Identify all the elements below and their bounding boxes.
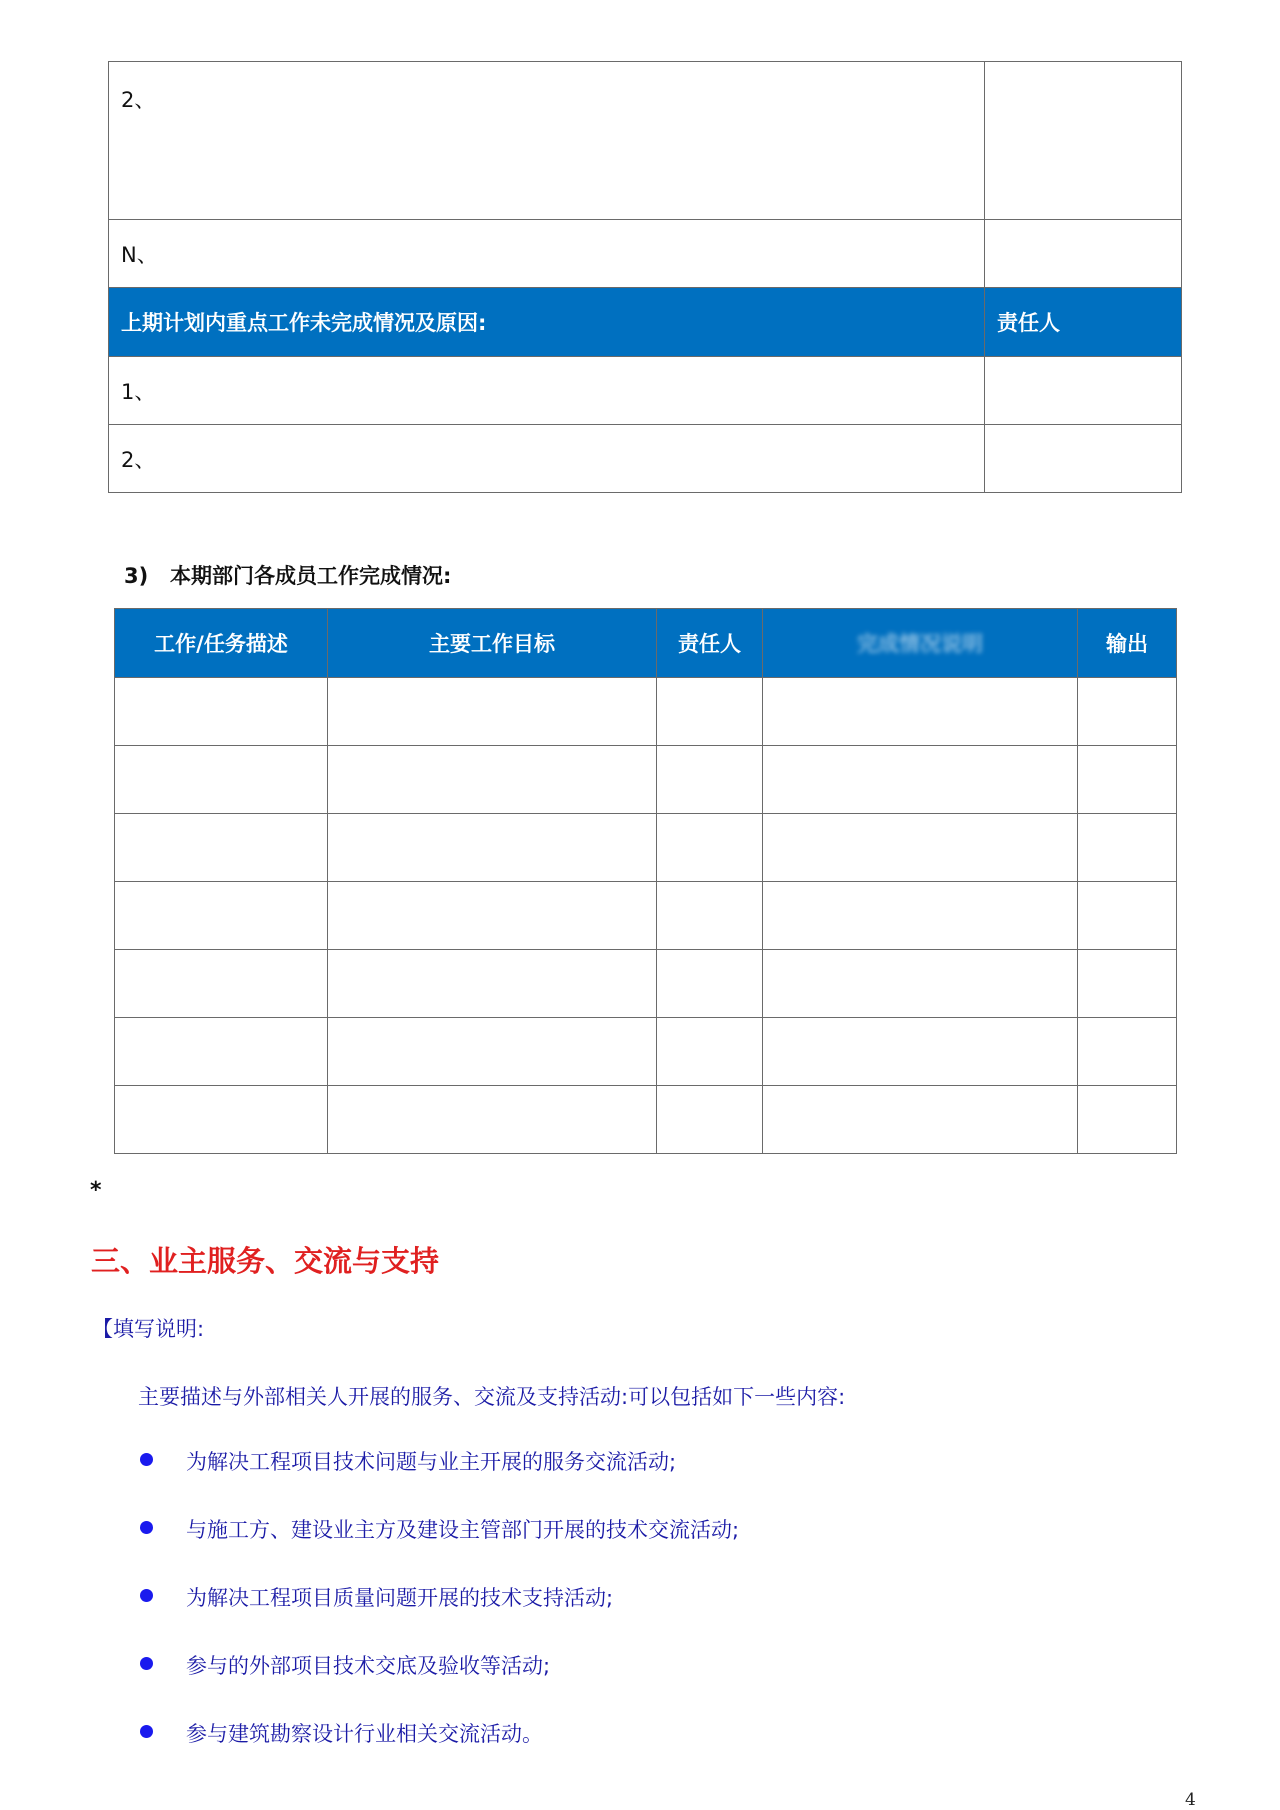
section-title: 本期部门各成员工作完成情况: (170, 564, 452, 588)
table-cell[interactable] (328, 950, 657, 1018)
item-cell[interactable]: 1、 (109, 357, 985, 425)
asterisk-mark: * (90, 1178, 102, 1203)
list-item: 参与的外部项目技术交底及验收等活动; (140, 1650, 739, 1718)
page-number: 4 (1185, 1790, 1196, 1810)
table-cell[interactable] (115, 746, 328, 814)
item-cell[interactable]: 2、 (109, 425, 985, 493)
table-cell[interactable] (657, 950, 763, 1018)
table-cell[interactable] (657, 882, 763, 950)
table-cell[interactable] (1078, 882, 1177, 950)
table-cell[interactable] (115, 1086, 328, 1154)
bullet-icon (140, 1453, 153, 1466)
section-heading: 三、业主服务、交流与支持 (91, 1244, 440, 1278)
table-cell[interactable] (1078, 814, 1177, 882)
table-row (109, 357, 1182, 425)
table-cell[interactable] (763, 1018, 1078, 1086)
fill-instruction-label: 【填写说明: (92, 1317, 205, 1341)
table-row (115, 1018, 1177, 1086)
fill-instruction-intro: 主要描述与外部相关人开展的服务、交流及支持活动:可以包括如下一些内容: (138, 1385, 846, 1409)
table-row (115, 678, 1177, 746)
table-cell[interactable] (328, 746, 657, 814)
table-row (115, 1086, 1177, 1154)
list-item: 为解决工程项目质量问题开展的技术支持活动; (140, 1582, 739, 1650)
list-item: 参与建筑勘察设计行业相关交流活动。 (140, 1718, 739, 1786)
owner-header: 责任人 (985, 288, 1182, 357)
owner-cell[interactable] (985, 357, 1182, 425)
column-header-status: 完成情况说明 (763, 609, 1078, 678)
table-cell[interactable] (1078, 1086, 1177, 1154)
item-cell[interactable]: N、 (109, 220, 985, 288)
table-cell[interactable] (657, 1086, 763, 1154)
table-row (115, 746, 1177, 814)
column-header-task: 工作/任务描述 (115, 609, 328, 678)
bullet-icon (140, 1589, 153, 1602)
column-header-output: 输出 (1078, 609, 1177, 678)
table-cell[interactable] (657, 814, 763, 882)
bullet-icon (140, 1725, 153, 1738)
table-cell[interactable] (1078, 678, 1177, 746)
bullet-icon (140, 1657, 153, 1670)
table-cell[interactable] (763, 746, 1078, 814)
table-row (109, 220, 1182, 288)
table-cell[interactable] (763, 678, 1078, 746)
table-cell[interactable] (328, 1086, 657, 1154)
list-item: 为解决工程项目技术问题与业主开展的服务交流活动; (140, 1446, 739, 1514)
unfinished-work-table (108, 61, 1182, 493)
table-cell[interactable] (1078, 1018, 1177, 1086)
table-cell[interactable] (115, 950, 328, 1018)
table-cell[interactable] (328, 882, 657, 950)
table-cell[interactable] (1078, 746, 1177, 814)
table-cell[interactable] (115, 814, 328, 882)
table-cell[interactable] (328, 814, 657, 882)
table-header-row (115, 609, 1177, 678)
members-table-body (115, 678, 1177, 1154)
owner-cell[interactable] (985, 220, 1182, 288)
table-header-row (109, 288, 1182, 357)
table-cell[interactable] (1078, 950, 1177, 1018)
table-cell[interactable] (115, 1018, 328, 1086)
owner-cell[interactable] (985, 62, 1182, 220)
column-header-owner: 责任人 (657, 609, 763, 678)
table-cell[interactable] (763, 1086, 1078, 1154)
owner-cell[interactable] (985, 425, 1182, 493)
table-cell[interactable] (763, 882, 1078, 950)
table-row (109, 425, 1182, 493)
table-cell[interactable] (657, 678, 763, 746)
table-row (109, 62, 1182, 220)
section-number: 3) (124, 564, 149, 588)
table-cell[interactable] (657, 746, 763, 814)
list-item: 与施工方、建设业主方及建设主管部门开展的技术交流活动; (140, 1514, 739, 1582)
bullet-icon (140, 1521, 153, 1534)
unfinished-header: 上期计划内重点工作未完成情况及原因: (109, 288, 985, 357)
table-cell[interactable] (763, 950, 1078, 1018)
table-cell[interactable] (115, 678, 328, 746)
table-cell[interactable] (115, 882, 328, 950)
table-row (115, 882, 1177, 950)
table-row (115, 814, 1177, 882)
column-header-goal: 主要工作目标 (328, 609, 657, 678)
members-section-heading (124, 560, 451, 590)
table-row (115, 950, 1177, 1018)
members-work-table (114, 608, 1177, 1154)
table-cell[interactable] (763, 814, 1078, 882)
table-cell[interactable] (657, 1018, 763, 1086)
table-cell[interactable] (328, 1018, 657, 1086)
bullet-list (140, 1446, 739, 1786)
table-cell[interactable] (328, 678, 657, 746)
item-cell[interactable]: 2、 (109, 62, 985, 220)
